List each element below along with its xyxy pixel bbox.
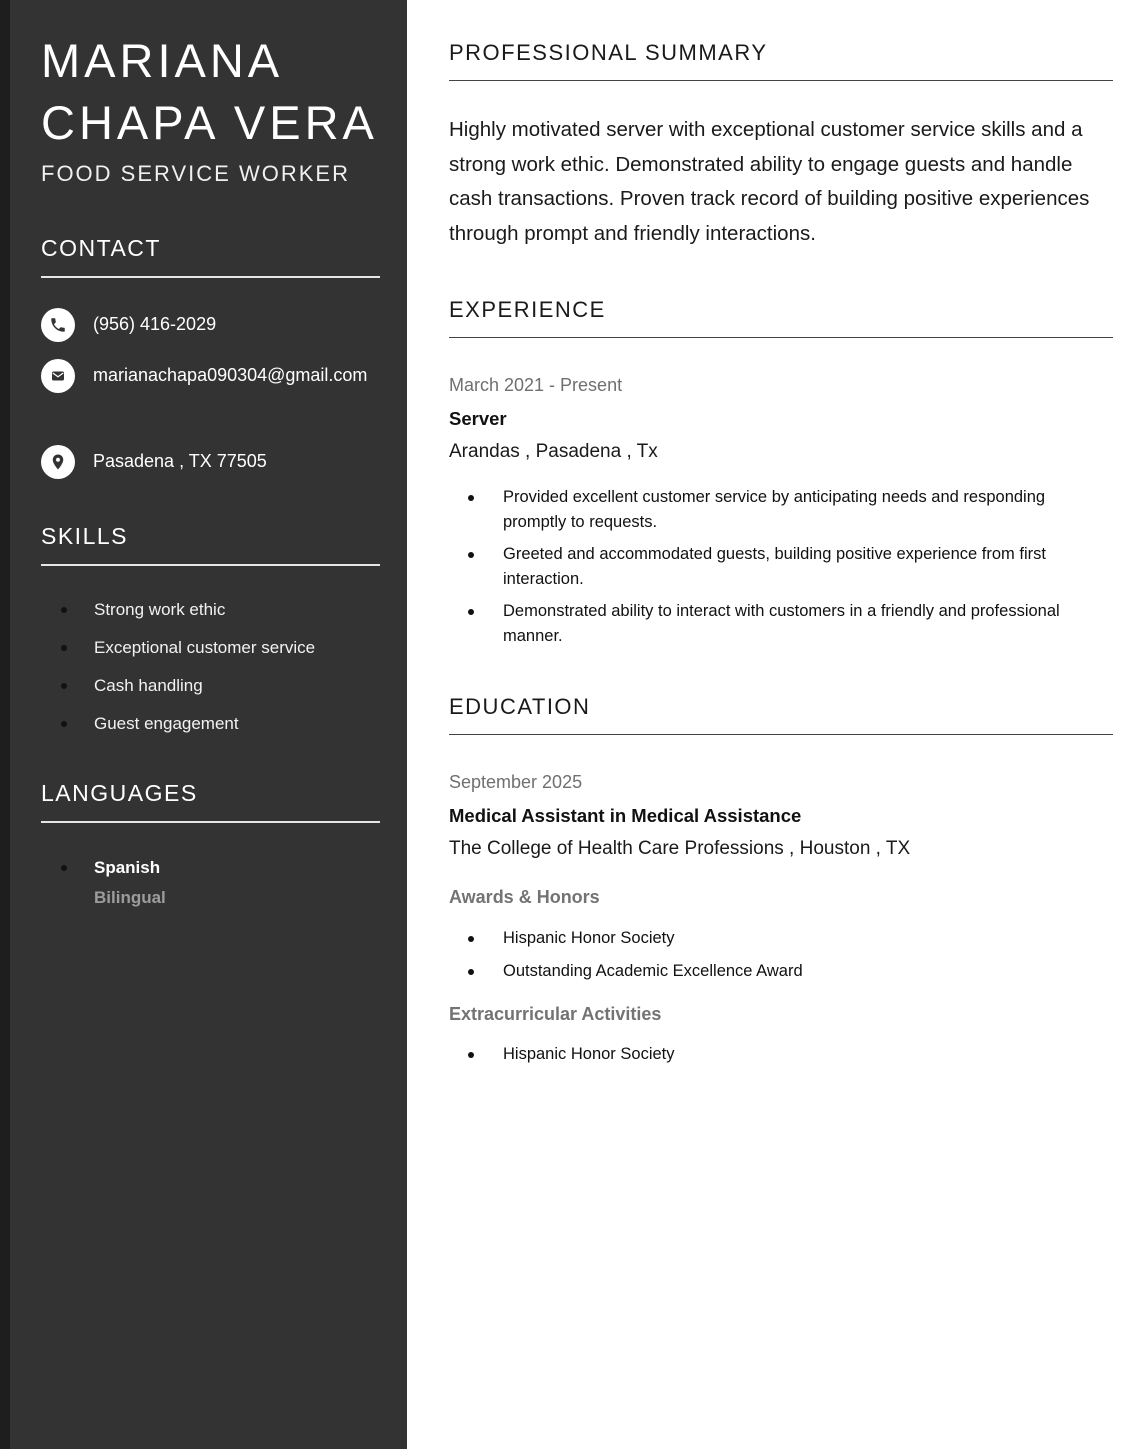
skill-item: Guest engagement	[41, 706, 315, 744]
language-item	[41, 855, 166, 915]
experience-heading: EXPERIENCE	[449, 297, 1113, 338]
name-line-2: CHAPA VERA	[41, 96, 378, 149]
mail-icon	[41, 359, 75, 393]
phone-text[interactable]: (956) 416-2029	[93, 314, 217, 334]
location-pin-icon	[41, 445, 75, 479]
skill-item: Exceptional customer service	[41, 630, 315, 668]
list-item: Outstanding Academic Excellence Award	[449, 959, 1089, 984]
experience-date: March 2021 - Present	[449, 375, 623, 395]
experience-bullets	[449, 485, 1089, 649]
candidate-name	[41, 30, 401, 154]
education-date: September 2025	[449, 772, 583, 792]
contact-address	[41, 445, 368, 479]
job-title: FOOD SERVICE WORKER	[41, 161, 350, 186]
contact-email	[41, 359, 368, 393]
education-school: The College of Health Care Professions , Houston , TX	[449, 838, 911, 859]
skill-item: Cash handling	[41, 668, 315, 706]
address-text: Pasadena , TX 77505	[93, 451, 267, 471]
page-edge	[0, 0, 10, 1449]
activities-list	[449, 1042, 1089, 1067]
awards-heading: Awards & Honors	[449, 887, 600, 907]
summary-heading: PROFESSIONAL SUMMARY	[449, 40, 1113, 81]
education-degree: Medical Assistant in Medical Assistance	[449, 805, 802, 826]
languages-heading: LANGUAGES	[41, 780, 380, 823]
activities-heading: Extracurricular Activities	[449, 1004, 662, 1024]
phone-icon	[41, 308, 75, 342]
contact-phone	[41, 308, 368, 342]
name-line-1: MARIANA	[41, 34, 284, 87]
list-item: Hispanic Honor Society	[449, 1042, 1089, 1067]
list-item: Hispanic Honor Society	[449, 926, 1089, 951]
list-item: Demonstrated ability to interact with customers in a friendly and professional manner.	[449, 599, 1089, 649]
list-item: Greeted and accommodated guests, building positive experience from first interaction.	[449, 542, 1089, 592]
skill-item: Strong work ethic	[41, 592, 315, 630]
email-text[interactable]: marianachapa090304@gmail.com	[93, 365, 368, 385]
list-item: Provided excellent customer service by anticipating needs and responding promptly to requests.	[449, 485, 1089, 535]
contact-heading: CONTACT	[41, 235, 380, 278]
skills-heading: SKILLS	[41, 523, 380, 566]
experience-employer: Arandas , Pasadena , Tx	[449, 441, 658, 462]
education-heading: EDUCATION	[449, 694, 1113, 735]
sidebar	[10, 0, 407, 1449]
language-name: Spanish	[94, 858, 161, 877]
awards-list	[449, 926, 1089, 984]
summary-text: Highly motivated server with exceptional customer service skills and a strong work ethic. Demonstrated ability to engage guests and handle cash transactions. Proven track record of building positive experiences through prompt and friendly interactions.	[449, 118, 1090, 245]
experience-title: Server	[449, 408, 507, 429]
skills-list	[41, 592, 315, 744]
language-level: Bilingual	[94, 888, 166, 907]
